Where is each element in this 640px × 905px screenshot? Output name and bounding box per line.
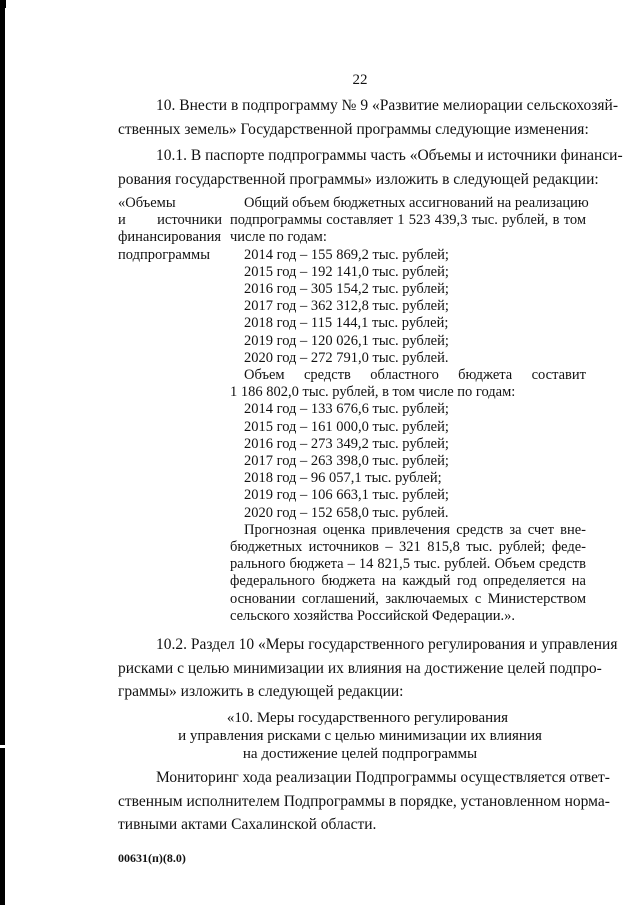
item-10-1-paragraph [118,144,623,191]
text-line: 10. Внести в подпрограмму № 9 «Развитие мелиорации сельскохозяй- [156,97,618,114]
text-line: 1 186 802,0 тыс. рублей, в том числе по годам: [230,384,516,401]
text-line: Прогнозная оценка привлечения средств за счет вне- [244,521,586,538]
total-year-line: 2020 год – 272 791,0 тыс. рублей. [244,349,449,366]
item-10-2-paragraph [118,633,618,704]
text-line: ственным исполнителем Подпрограммы в порядке, установленном норма- [118,792,610,810]
text-line: сельского хозяйства Российской Федерации.». [230,607,516,624]
regional-year-line: 2014 год – 133 676,6 тыс. рублей; [244,401,449,418]
scan-edge-bottom [0,748,5,905]
regional-year-line: 2018 год – 96 057,1 тыс. рублей; [244,470,442,487]
document-code: 00631(п)(8.0) [118,851,186,865]
page-number: 22 [352,72,368,88]
scan-edge-left [0,0,5,745]
label-line: «Объемы [118,195,176,211]
regional-year-line: 2016 год – 273 349,2 тыс. рублей; [244,435,449,452]
text-line: рования государственной программы» изложить в следующей редакции: [118,170,599,188]
regional-year-line: 2020 год – 152 658,0 тыс. рублей. [244,504,449,521]
label-line: финансирования [118,229,222,246]
item-10-paragraph [118,94,618,141]
monitoring-paragraph [118,766,610,837]
label-line: подпрограммы [118,246,210,263]
text-line: Мониторинг хода реализации Подпрограммы осуществляется ответ- [156,769,610,786]
total-year-line: 2015 год – 192 141,0 тыс. рублей; [244,263,449,280]
text-line: подпрограммы составляет 1 523 439,3 тыс. рублей, в том [230,212,586,229]
total-year-line: 2016 год – 305 154,2 тыс. рублей; [244,281,449,298]
heading-line: и управления рисками с целью минимизации их влияния [178,728,542,744]
total-year-line: 2017 год – 362 312,8 тыс. рублей; [244,298,449,315]
text-line: федерального бюджета на каждый год определяется на [230,573,586,590]
text-line: 10.1. В паспорте подпрограммы часть «Объемы и источники финанси- [156,147,623,164]
text-line: рального бюджета – 14 821,5 тыс. рублей. Объем средств [230,556,586,573]
label-line [118,212,222,229]
label-word: и [118,212,126,229]
funding-label-column [118,195,222,264]
regional-year-line: 2017 год – 263 398,0 тыс. рублей; [244,453,449,470]
total-year-line: 2018 год – 115 144,1 тыс. рублей; [244,315,449,332]
text-line: ственных земель» Государственной программы следующие изменения: [118,120,589,138]
text-line: числе по годам: [230,229,327,246]
text-line: основании соглашений, заключаемых с Министерством [230,590,586,607]
total-year-line: 2014 год – 155 869,2 тыс. рублей; [244,246,449,263]
text-line: 10.2. Раздел 10 «Меры государственного регулирования и управления [156,636,618,653]
heading-line: на достижение целей подпрограммы [242,746,478,762]
text-line: тивными актами Сахалинской области. [118,816,377,833]
text-line: граммы» изложить в следующей редакции: [118,683,404,700]
regional-year-line: 2015 год – 161 000,0 тыс. рублей; [244,418,449,435]
text-line: бюджетных источников – 321 815,8 тыс. рублей; феде- [230,539,586,556]
regional-year-line: 2019 год – 106 663,1 тыс. рублей; [244,487,449,504]
text-line: Объем средств областного бюджета составит [244,367,586,384]
section-10-heading [118,709,597,763]
text-line: Общий объем бюджетных ассигнований на реализацию [244,195,589,211]
label-word: источники [157,212,222,229]
funding-details-column [230,195,589,625]
total-year-line: 2019 год – 120 026,1 тыс. рублей; [244,332,449,349]
heading-line: «10. Меры государственного регулирования [226,710,509,726]
text-line: рисками с целью минимизации их влияния на достижение целей подпро- [118,659,602,677]
